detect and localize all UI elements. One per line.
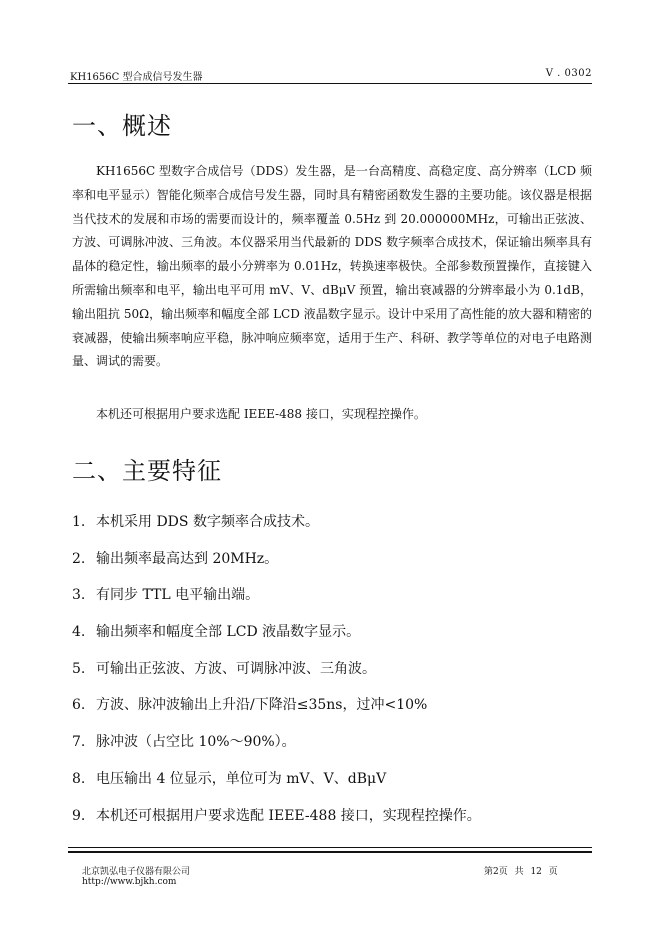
list-item-number: 3. [72, 587, 86, 604]
header-divider [68, 83, 592, 84]
footer-company: 北京凯弘电子仪器有限公司 [82, 867, 191, 877]
list-item-text: 输出频率和幅度全部 LCD 液晶数字显示。 [96, 624, 361, 641]
list-item [72, 509, 592, 546]
list-item [72, 582, 592, 619]
list-item-number: 1. [72, 514, 86, 530]
footer-divider-thick [68, 851, 592, 853]
list-item-text: 方波、脉冲波输出上升沿/下降沿≤35ns，过冲<10% [96, 697, 428, 714]
list-item [72, 729, 592, 766]
list-item [72, 766, 592, 803]
list-item-text: 有同步 TTL 电平输出端。 [96, 587, 260, 604]
list-item-number: 7. [72, 734, 86, 751]
list-item-text: 可输出正弦波、方波、可调脉冲波、三角波。 [96, 660, 376, 677]
list-item-number: 8. [72, 770, 86, 787]
overview-paragraph: KH1656C 型数字合成信号（DDS）发生器，是一台高精度、高稳定度、高分辨率（LCD 频率和电平显示）智能化频率合成信号发生器，同时具有精密函数发生器的主要功能。该仪器是根据当代技术的发展和市场的需要而设计的，频率覆盖 0.5Hz 到 20.000000MHz，可输出正弦波、方波、可调脉冲波、三角波。本仪器采用当代最新的 DDS 数字频率合成技术，保证输出频率具有晶体的稳定性，输出频率的最小分辨率为 0.01Hz，转换速率极快。全部参数预置操作，直接键入所需输出频率和电平，输出电平可用 mV、V、dBμV 预置，输出衰减器的分辨率最小为 0.1dB，输出阻抗 50Ω，输出频率和幅度全部 LCD 液晶数字显示。设计中采用了高性能的放大器和精密的衰减器，使输出频率响应平稳，脉冲响应频率宽，适用于生产、科研、教学等单位的对电子电路测量、调试的需要。 [72, 164, 592, 369]
section-features-heading: 二、主要特征 [72, 457, 222, 485]
footer-divider-thin [68, 847, 592, 848]
footer-url[interactable]: http://www.bjkh.com [82, 877, 177, 887]
list-item-number: 9. [72, 807, 86, 824]
overview-note: 本机还可根据用户要求选配 IEEE-488 接口，实现程控操作。 [96, 407, 426, 421]
list-item-number: 4. [72, 624, 86, 641]
list-item-number: 6. [72, 697, 86, 714]
features-list [72, 509, 592, 839]
list-item [72, 692, 592, 729]
list-item-text: 电压输出 4 位显示，单位可为 mV、V、dBμV [96, 770, 387, 787]
section-overview-heading: 一、概述 [72, 112, 172, 140]
header-version: V . 0302 [545, 68, 592, 79]
footer-page-number: 第2页 共 12 页 [484, 867, 558, 877]
list-item-number: 5. [72, 660, 86, 677]
list-item-text: 本机采用 DDS 数字频率合成技术。 [96, 514, 319, 530]
list-item [72, 619, 592, 656]
list-item [72, 546, 592, 583]
list-item [72, 656, 592, 693]
list-item-text: 输出频率最高达到 20MHz。 [96, 550, 279, 567]
list-item [72, 803, 592, 840]
list-item-text: 脉冲波（占空比 10%～90%）。 [96, 734, 296, 751]
header-doc-title: KH1656C 型合成信号发生器 [70, 72, 203, 83]
list-item-text: 本机还可根据用户要求选配 IEEE-488 接口，实现程控操作。 [96, 807, 481, 824]
list-item-number: 2. [72, 550, 86, 567]
